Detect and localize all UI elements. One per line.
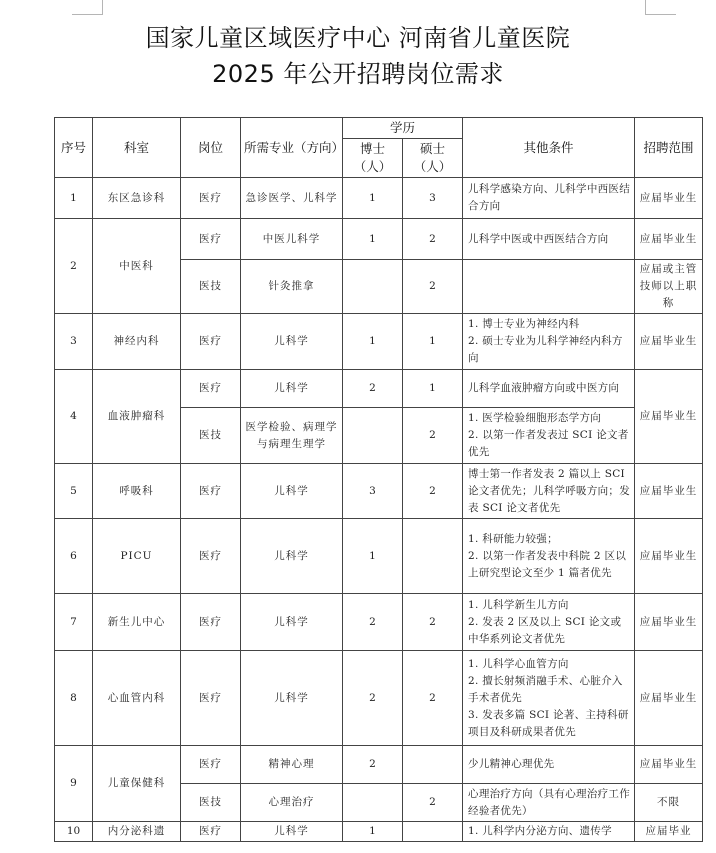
cell-scope: 不限 xyxy=(635,784,703,822)
cell-post: 医疗 xyxy=(181,519,241,594)
header-scope: 招聘范围 xyxy=(635,118,703,178)
document-title-line1: 国家儿童区域医疗中心 河南省儿童医院 xyxy=(145,24,571,52)
header-master: 硕士（人） xyxy=(403,139,463,178)
cell-dept: PICU xyxy=(93,519,181,594)
cell-post: 医疗 xyxy=(181,464,241,519)
cell-post: 医技 xyxy=(181,784,241,822)
cell-other: 1. 儿科学心血管方向 2. 擅长射频消融手术、心脏介入手术者优先 3. 发表多篇 SCI 论著、主持科研项目及科研成果者优先 xyxy=(463,651,635,746)
table-row xyxy=(55,746,703,784)
table-row xyxy=(55,314,703,370)
cell-major: 儿科学 xyxy=(241,370,343,408)
cell-major: 心理治疗 xyxy=(241,784,343,822)
cell-scope: 应届毕业生 xyxy=(635,314,703,370)
cell-master xyxy=(403,822,463,842)
cell-major: 儿科学 xyxy=(241,519,343,594)
cell-post: 医疗 xyxy=(181,594,241,651)
table-row xyxy=(55,370,703,408)
cell-dept: 呼吸科 xyxy=(93,464,181,519)
cell-major: 儿科学 xyxy=(241,464,343,519)
cell-post: 医疗 xyxy=(181,219,241,260)
cell-master: 2 xyxy=(403,219,463,260)
cell-seq: 6 xyxy=(55,519,93,594)
cell-dept: 东区急诊科 xyxy=(93,178,181,219)
cell-seq: 5 xyxy=(55,464,93,519)
cell-other: 心理治疗方向（具有心理治疗工作经验者优先） xyxy=(463,784,635,822)
header-education: 学历 xyxy=(343,118,463,139)
cell-other: 博士第一作者发表 2 篇以上 SCI 论文者优先；儿科学呼吸方向；发表 SCI 论文者优先 xyxy=(463,464,635,519)
cell-phd: 2 xyxy=(343,651,403,746)
cell-phd: 1 xyxy=(343,822,403,842)
cell-major: 儿科学 xyxy=(241,651,343,746)
cell-major: 精神心理 xyxy=(241,746,343,784)
cell-major: 儿科学 xyxy=(241,822,343,842)
cell-master: 1 xyxy=(403,370,463,408)
header-other: 其他条件 xyxy=(463,118,635,178)
cell-master xyxy=(403,519,463,594)
cell-other: 1. 博士专业为神经内科 2. 硕士专业为儿科学神经内科方向 xyxy=(463,314,635,370)
cell-seq: 4 xyxy=(55,370,93,464)
page-corner-mark-left xyxy=(72,0,103,15)
table-row xyxy=(55,594,703,651)
cell-other: 1. 儿科学新生儿方向 2. 发表 2 区及以上 SCI 论文或中华系列论文者优先 xyxy=(463,594,635,651)
cell-phd: 2 xyxy=(343,594,403,651)
cell-other: 少儿精神心理优先 xyxy=(463,746,635,784)
cell-phd: 3 xyxy=(343,464,403,519)
document-title-line2: 2025 年公开招聘岗位需求 xyxy=(212,60,504,88)
cell-dept: 内分泌科遗 xyxy=(93,822,181,842)
cell-scope: 应届毕业生 xyxy=(635,651,703,746)
cell-scope: 应届毕业生 xyxy=(635,746,703,784)
cell-phd: 1 xyxy=(343,519,403,594)
cell-other xyxy=(463,260,635,314)
cell-dept: 血液肿瘤科 xyxy=(93,370,181,464)
cell-other: 1. 儿科学内分泌方向、遗传学 xyxy=(463,822,635,842)
cell-other: 儿科学血液肿瘤方向或中医方向 xyxy=(463,370,635,408)
cell-other: 1. 科研能力较强； 2. 以第一作者发表中科院 2 区以上研究型论文至少 1 篇者优先 xyxy=(463,519,635,594)
recruitment-table xyxy=(54,117,703,842)
cell-phd: 1 xyxy=(343,219,403,260)
cell-other: 1. 医学检验细胞形态学方向 2. 以第一作者发表过 SCI 论文者优先 xyxy=(463,408,635,464)
cell-seq: 8 xyxy=(55,651,93,746)
cell-seq: 1 xyxy=(55,178,93,219)
cell-scope: 应届毕业生 xyxy=(635,178,703,219)
cell-master: 2 xyxy=(403,464,463,519)
cell-master: 2 xyxy=(403,594,463,651)
cell-phd: 1 xyxy=(343,178,403,219)
cell-master: 2 xyxy=(403,408,463,464)
cell-other: 儿科学感染方向、儿科学中西医结合方向 xyxy=(463,178,635,219)
cell-major: 儿科学 xyxy=(241,314,343,370)
cell-master: 2 xyxy=(403,260,463,314)
cell-other: 儿科学中医或中西医结合方向 xyxy=(463,219,635,260)
cell-scope: 应届毕业生 xyxy=(635,219,703,260)
cell-post: 医疗 xyxy=(181,746,241,784)
cell-major: 中医儿科学 xyxy=(241,219,343,260)
cell-seq: 10 xyxy=(55,822,93,842)
cell-post: 医技 xyxy=(181,260,241,314)
cell-scope: 应届毕业生 xyxy=(635,464,703,519)
cell-phd xyxy=(343,408,403,464)
table-row xyxy=(55,519,703,594)
cell-post: 医疗 xyxy=(181,651,241,746)
cell-phd: 2 xyxy=(343,746,403,784)
cell-major: 急诊医学、儿科学 xyxy=(241,178,343,219)
cell-dept: 新生儿中心 xyxy=(93,594,181,651)
cell-post: 医疗 xyxy=(181,822,241,842)
cell-dept: 中医科 xyxy=(93,219,181,314)
cell-scope: 应届或主管技师以上职称 xyxy=(635,260,703,314)
cell-scope: 应届毕业生 xyxy=(635,519,703,594)
cell-post: 医疗 xyxy=(181,314,241,370)
cell-phd: 2 xyxy=(343,370,403,408)
header-seq: 序号 xyxy=(55,118,93,178)
cell-dept: 心血管内科 xyxy=(93,651,181,746)
page-corner-mark-right xyxy=(645,0,676,15)
cell-major: 儿科学 xyxy=(241,594,343,651)
cell-master: 2 xyxy=(403,651,463,746)
cell-post: 医技 xyxy=(181,408,241,464)
cell-phd xyxy=(343,784,403,822)
cell-seq: 3 xyxy=(55,314,93,370)
cell-master: 2 xyxy=(403,784,463,822)
cell-master: 1 xyxy=(403,314,463,370)
header-major: 所需专业（方向） xyxy=(241,118,343,178)
cell-post: 医疗 xyxy=(181,178,241,219)
cell-seq: 2 xyxy=(55,219,93,314)
cell-phd xyxy=(343,260,403,314)
header-dept: 科室 xyxy=(93,118,181,178)
table-row xyxy=(55,464,703,519)
cell-major: 针灸推拿 xyxy=(241,260,343,314)
cell-major: 医学检验、病理学与病理生理学 xyxy=(241,408,343,464)
cell-post: 医疗 xyxy=(181,370,241,408)
cell-dept: 神经内科 xyxy=(93,314,181,370)
table-row xyxy=(55,822,703,842)
cell-seq: 9 xyxy=(55,746,93,822)
cell-master: 3 xyxy=(403,178,463,219)
cell-master xyxy=(403,746,463,784)
cell-scope: 应届毕业 xyxy=(635,822,703,842)
header-post: 岗位 xyxy=(181,118,241,178)
table-row xyxy=(55,178,703,219)
cell-scope: 应届毕业生 xyxy=(635,370,703,464)
table-row xyxy=(55,651,703,746)
cell-phd: 1 xyxy=(343,314,403,370)
cell-scope: 应届毕业生 xyxy=(635,594,703,651)
cell-dept: 儿童保健科 xyxy=(93,746,181,822)
cell-seq: 7 xyxy=(55,594,93,651)
table-row xyxy=(55,219,703,260)
header-phd: 博士（人） xyxy=(343,139,403,178)
